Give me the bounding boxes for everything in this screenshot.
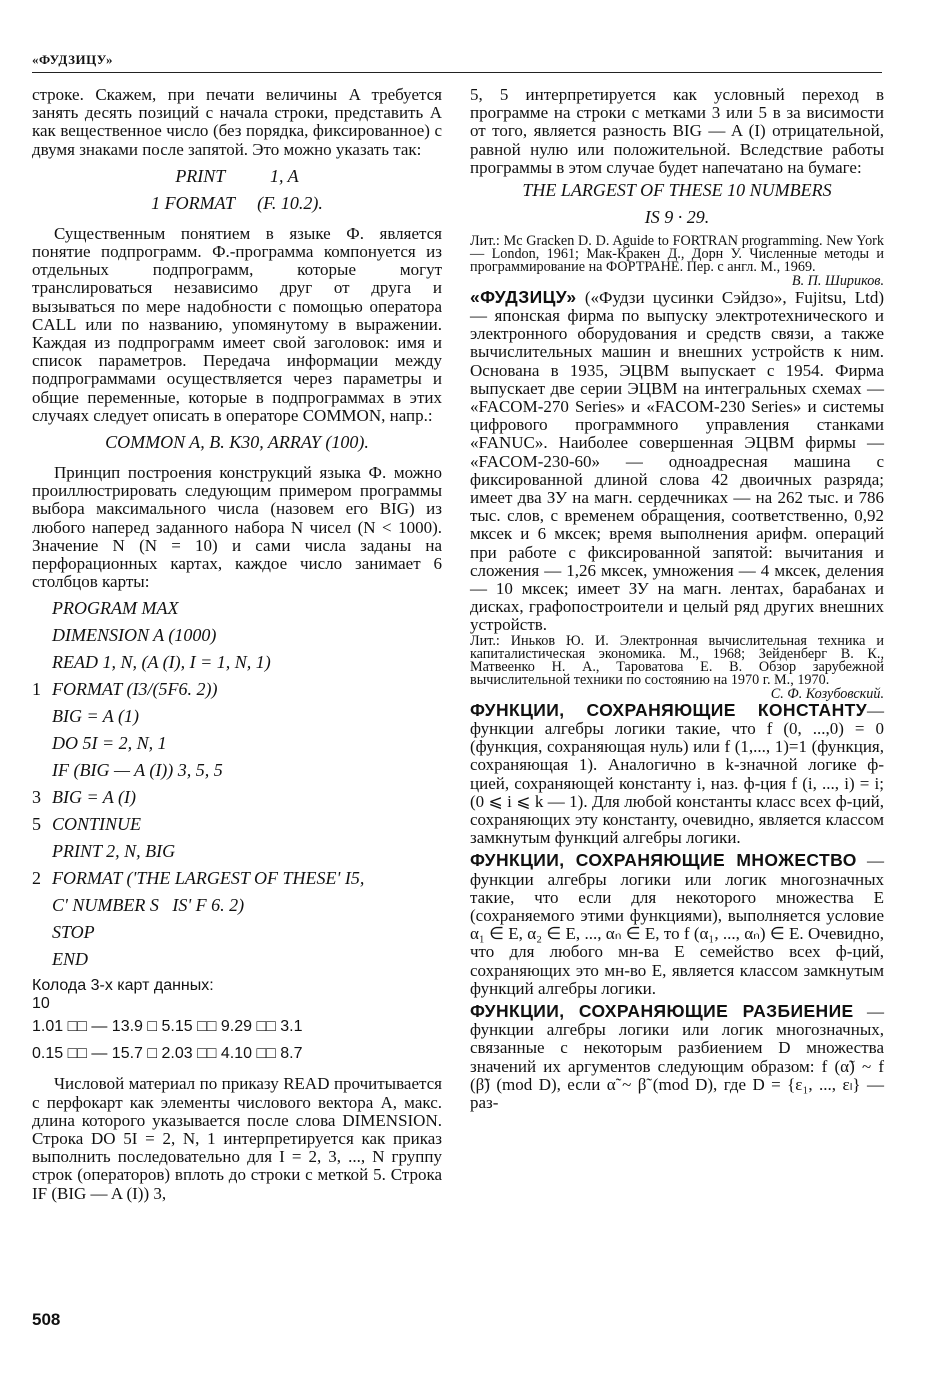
article-set: ФУНКЦИИ, СОХРАНЯЮЩИЕ МНОЖЕСТВО — функции алгебры логики или логик многозначных такие, что если для некоторого множества E (сохраняемого этими функциями), выполняется условие α₁ ∈ E, α₂ ∈ E, ..., αₙ ∈ E, то f (α₁, ..., αₙ) ∈ E. Очевидно, что для любого мн-ва E семейство всех ф-ций, сохраняющих это мн-во E, является классом замкнутым функций алгебры логики.: [470, 850, 885, 998]
deck-card-3: 0.15 □□ — 15.7 □ 2.03 □□ 4.10 □□ 8.7: [32, 1045, 303, 1063]
paragraph: Числовой материал по приказу READ прочитывается с перфокарт как элементы числового вектора A, макс. длина которого указывается после слова DIMENSION. Строка DO 5I = 2, N, 1 интерпретируется как приказ выполнить последовательно для I = 2, 3, ..., N группу строк (операторов) вплоть до строки с меткой 5. Строка IF (BIG — A (I)) 3,: [32, 1074, 442, 1203]
deck-card-2: 1.01 □□ — 13.9 □ 5.15 □□ 9.29 □□ 3.1: [32, 1018, 303, 1036]
author: С. Ф. Козубовский.: [770, 685, 884, 702]
paragraph: Принцип построения конструкций языка Ф. можно проиллюстрировать следующим примером программы выбора максимального числа (назовем его BIG) из любого наперед заданного набора N чисел (N < 1000). Значение N (N = 10) и сами числа заданы на перфорационных картах, каждое число занимает 6 столбцов карты:: [32, 463, 442, 592]
deck-title: Колода 3-х карт данных:: [32, 977, 214, 995]
article-title: ФУНКЦИИ, СОХРАНЯЮЩИЕ МНОЖЕСТВО: [470, 850, 857, 871]
program-listing: [32, 595, 442, 973]
program-line: 3 BIG = A (I): [32, 787, 136, 808]
program-line: IF (BIG — A (I)) 3, 5, 5: [52, 760, 223, 781]
header-rule: [32, 72, 882, 73]
program-line: PRINT 2, N, BIG: [52, 841, 176, 862]
code-print: PRINT 1, A: [175, 165, 299, 186]
article-title: «ФУДЗИЦУ»: [470, 286, 577, 307]
deck-card-1: 10: [32, 995, 50, 1013]
output-line-1: THE LARGEST OF THESE 10 NUMBERS: [522, 180, 832, 201]
program-line: C' NUMBER S IS' F 6. 2): [52, 895, 245, 916]
article-title: ФУНКЦИИ, СОХРАНЯЮЩИЕ РАЗБИЕНИЕ: [470, 1000, 854, 1021]
running-header: «ФУДЗИЦУ»: [32, 52, 113, 67]
article-fujitsu: «ФУДЗИЦУ» («Фудзи цусинки Сэйдзо», Fujitsu, Ltd) — японская фирма по выпуску электротехнического и электронного оборудования и средств связи, а также вычислительных машин и внешних устройств к ним. Основана в 1935, ЭЦВМ выпускает с 1954. Фирма выпускает две серии ЭЦВМ на интегральных схемах — «FACOM-270 Series» и «FACOM-230 Series» и системы цифрового программного управления станками «FANUC». Наиболее совершенная ЭЦВМ фирмы — «FACOM-230-60» — одноадресная машина с фиксированной длиной слова 42 двоичных разряда; имеет два ЗУ на магн. сердечниках — на 262 тыс. и 786 тыс. слов, с временем обращения, соответственно, 0,92 мксек и 6 мксек; время выполнения арифм. операций при работе с фиксированной запятой: вычитания и сложения — 1,26 мксек, умножения — 4 мксек, деления — 10 мксек; имеет ЗУ на магн. лентах, барабанах и дисках, графопостроители и целый ряд других внешних устройств.: [470, 286, 884, 635]
output-line-2: IS 9 · 29.: [644, 207, 710, 228]
program-line: PROGRAM MAX: [52, 598, 179, 619]
program-line: DO 5I = 2, N, 1: [52, 733, 167, 754]
code-common: COMMON A, B. K30, ARRAY (100).: [105, 432, 369, 453]
program-line: DIMENSION A (1000): [52, 625, 217, 646]
code-format: 1 FORMAT (F. 10.2).: [151, 192, 323, 213]
right-column: [470, 86, 884, 1112]
left-column: [32, 86, 442, 1203]
article-title: ФУНКЦИИ, СОХРАНЯЮЩИЕ КОНСТАНТУ: [470, 699, 867, 720]
program-line: BIG = A (1): [52, 706, 139, 727]
program-line: 2 FORMAT ('THE LARGEST OF THESE' I5,: [32, 868, 365, 889]
paragraph: строке. Скажем, при печати величины A требуется занять десять позиций с начала строки, представить A как вещественное число (без порядка, фиксированное) с двумя знаками после запятой. Это можно указать так:: [32, 85, 442, 159]
paragraph: 5, 5 интерпретируется как условный переход в программе на строки с метками 3 или 5 в за висимости от того, является разность BIG — A (I) отрицательной, равной нулю или положительной. Вследствие работы программы в этом случае будет напечатано на бумаге:: [470, 85, 884, 177]
program-line: 5 CONTINUE: [32, 814, 142, 835]
program-line: READ 1, N, (A (I), I = 1, N, 1): [52, 652, 271, 673]
program-line: STOP: [52, 922, 95, 943]
program-line: 1 FORMAT (I3/(5F6. 2)): [32, 679, 218, 700]
literature: Лит.: Иньков Ю. И. Электронная вычислительная техника и капиталистическая экономика. М., 1968; Зейденберг В. К., Матвеенко Н. А., Тароватова Е. В. Обзор зарубежной вычислительной техники по состоянию на 1970 г. М., 1970.: [470, 632, 884, 689]
article-partition: ФУНКЦИИ, СОХРАНЯЮЩИЕ РАЗБИЕНИЕ — функции алгебры логики или логик многозначных, связанные с некоторым разбиением D множества значений их аргументов следующим образом: f (α̃) ~ f (β̃) (mod D), если α̃ ~ β̃ (mod D), где D = {ε₁, ..., εₗ} — раз-: [470, 1000, 884, 1112]
literature: Лит.: Mc Gracken D. D. Aguide to FORTRAN programming. New York — London, 1961; Мак-Кракен Д., Дорн У. Численные методы и программирование на ФОРТРАНЕ. Пер. с англ. М., 1969.: [470, 233, 884, 276]
page-number: 508: [32, 1310, 61, 1329]
article-constant: ФУНКЦИИ, СОХРАНЯЮЩИЕ КОНСТАНТУ— функции алгебры логики такие, что f (0, ...,0) = 0 (функция, сохраняющая нуль) или f (1,..., 1)=1 (функция, сохраняющая 1). Аналогично в k-значной логике ф-цией, сохраняющей константу i, наз. ф-ция f (i, ..., i) = i; (0 ⩽ i ⩽ k — 1). Для любой константы класс всех ф-ций, сохраняющих эту константу, очевидно, является классом замкнутым функций алгебры логики.: [470, 699, 884, 848]
program-line: END: [52, 949, 88, 970]
paragraph: Существенным понятием в языке Ф. является понятие подпрограмм. Ф.-программа компонуется из отдельных подпрограмм, которые могут транслироваться независимо друг от друга и вызываться по мере надобности с помощью оператора CALL или по названию, упомянутому в выражении. Каждая из подпрограмм имеет свой заголовок: имя и список параметров. Передача информации между подпрограммами осуществляется через параметры и общие переменные, которые в подпрограммах в этих случаях следует описать в операторе COMMON, напр.:: [32, 223, 442, 425]
author: В. П. Шириков.: [791, 272, 884, 289]
